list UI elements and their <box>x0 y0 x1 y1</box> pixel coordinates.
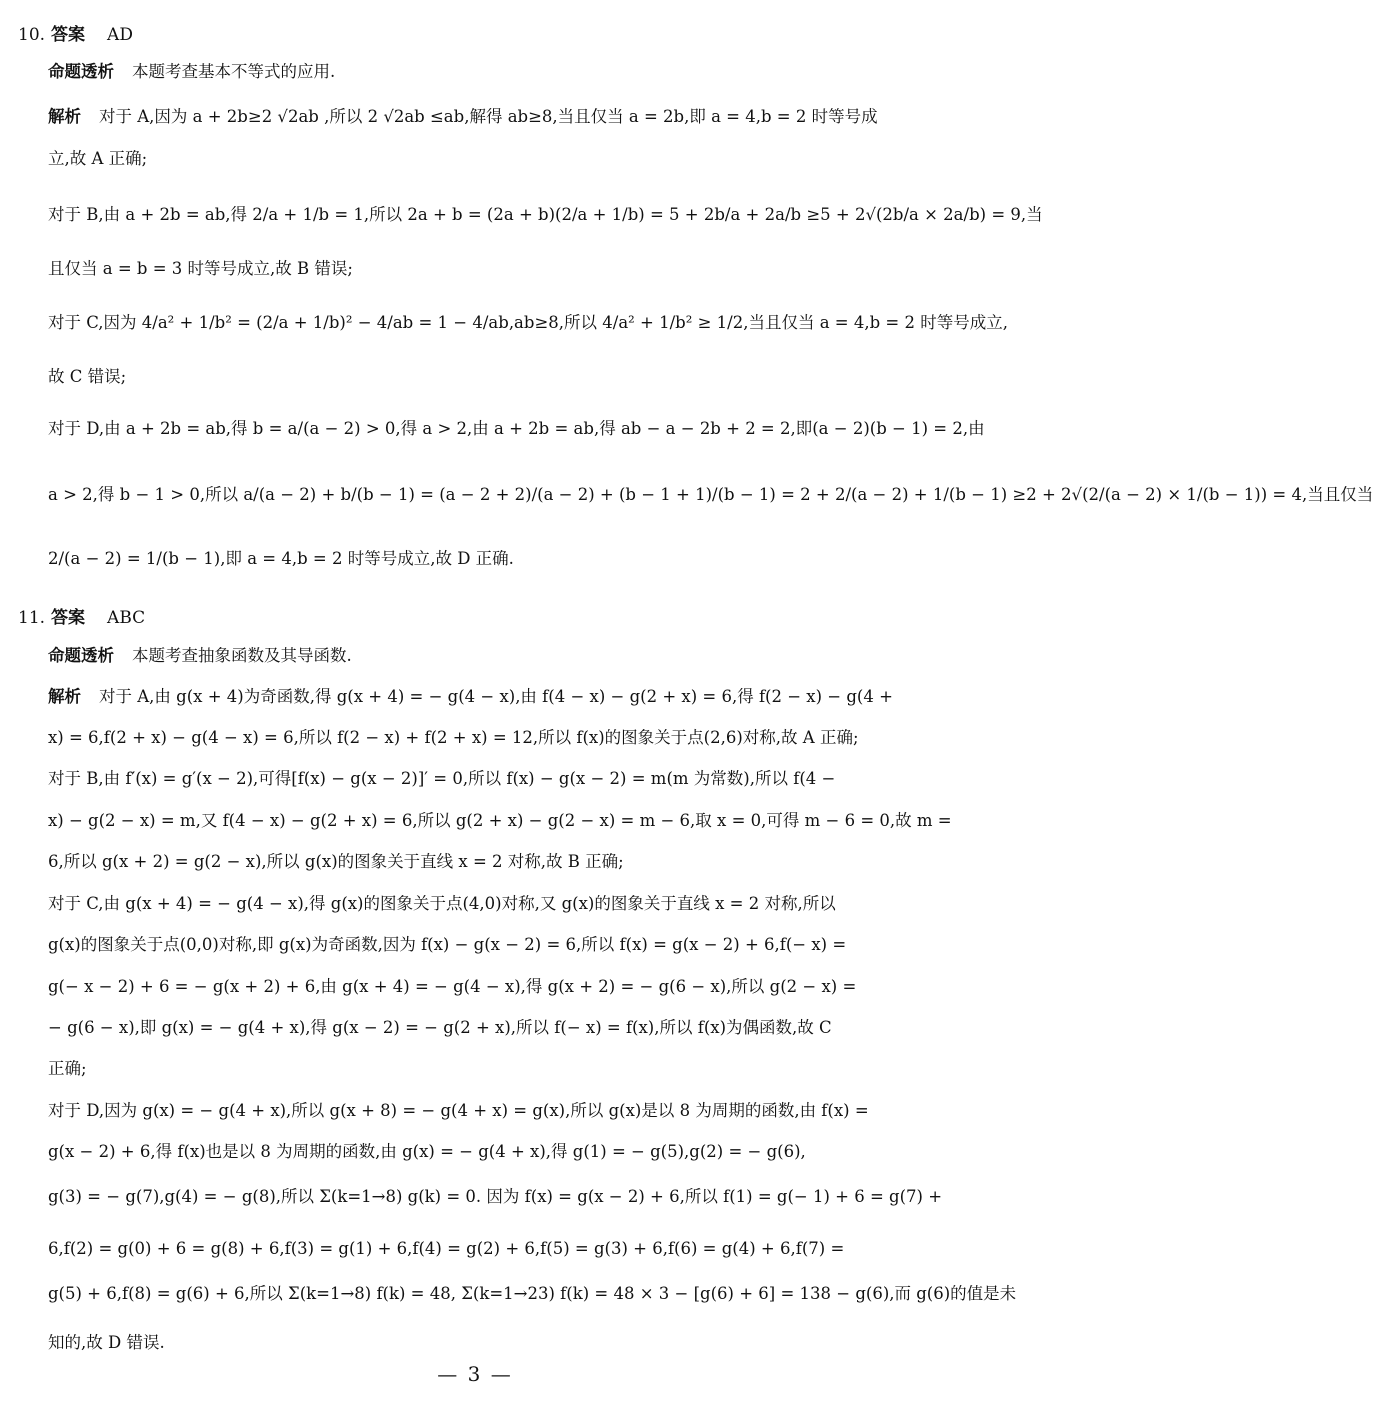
q11-line-15: g(5) + 6,f(8) = g(6) + 6,所以 Σ(k=1→8) f(k) = 48, Σ(k=1→23) f(k) = 48 × 3 − [g(6) + 6] = 138 − g(6),而 g(6)的值是未 <box>48 1284 1017 1303</box>
q10-line-3: 对于 B,由 a + 2b = ab,得 2/a + 1/b = 1,所以 2a + b = (2a + b)(2/a + 1/b) = 5 + 2b/a + 2a/b ≥5 + 2√(2b/a × 2a/b) = 9,当 <box>48 205 1043 224</box>
q10-line-9: 2/(a − 2) = 1/(b − 1),即 a = 4,b = 2 时等号成立,故 D 正确. <box>48 549 514 568</box>
q11-answer: ABC <box>107 608 146 628</box>
q11-line-text: 对于 A,由 g(x + 4)为奇函数,得 g(x + 4) = − g(4 − x),由 f(4 − x) − g(2 + x) = 6,得 f(2 − x) − g(4 + <box>99 687 893 706</box>
q10-line-4: 且仅当 a = b = 3 时等号成立,故 B 错误; <box>48 259 353 278</box>
q10-line-2: 立,故 A 正确; <box>48 149 148 168</box>
q11-line-14: 6,f(2) = g(0) + 6 = g(8) + 6,f(3) = g(1) + 6,f(4) = g(2) + 6,f(5) = g(3) + 6,f(6) = g(4) + 6,f(7) = <box>48 1239 845 1258</box>
q10-answer-label: 答案 <box>51 25 86 45</box>
q10-line-8: a > 2,得 b − 1 > 0,所以 a/(a − 2) + b/(b − 1) = (a − 2 + 2)/(a − 2) + (b − 1 + 1)/(b − 1) = 2 + 2/(a − 2) + 1/(b − 1) ≥2 + 2√(2/(a − 2) × 1/(b − 1)) = 4,当且仅当 <box>48 485 1373 504</box>
q11-answer-label: 答案 <box>51 608 86 628</box>
q11-line-9: − g(6 − x),即 g(x) = − g(4 + x),得 g(x − 2) = − g(2 + x),所以 f(− x) = f(x),所以 f(x)为偶函数,故 C <box>48 1018 832 1037</box>
q11-line-12: g(x − 2) + 6,得 f(x)也是以 8 为周期的函数,由 g(x) = − g(4 + x),得 g(1) = − g(5),g(2) = − g(6), <box>48 1142 806 1161</box>
q11-line-10: 正确; <box>48 1059 87 1078</box>
q10-analysis-line-1 <box>48 106 930 127</box>
q11-analysis-label: 解析 <box>48 687 81 706</box>
q10-intent-label: 命题透析 <box>48 62 114 81</box>
q10-header <box>18 20 133 45</box>
q11-intent-text: 本题考查抽象函数及其导函数. <box>132 646 352 665</box>
q11-line-13: g(3) = − g(7),g(4) = − g(8),所以 Σ(k=1→8) g(k) = 0. 因为 f(x) = g(x − 2) + 6,所以 f(1) = g(− 1) + 6 = g(7) + <box>48 1187 943 1206</box>
q11-intent <box>48 645 930 666</box>
q11-header <box>18 603 145 628</box>
q11-line-11: 对于 D,因为 g(x) = − g(4 + x),所以 g(x + 8) = − g(4 + x) = g(x),所以 g(x)是以 8 为周期的函数,由 f(x) = <box>48 1101 869 1120</box>
q10-number: 10. <box>18 25 46 45</box>
q11-line-7: g(x)的图象关于点(0,0)对称,即 g(x)为奇函数,因为 f(x) − g(x − 2) = 6,所以 f(x) = g(x − 2) + 6,f(− x) = <box>48 935 847 954</box>
q11-intent-label: 命题透析 <box>48 646 114 665</box>
q10-analysis-label: 解析 <box>48 107 81 126</box>
q11-number: 11. <box>18 608 46 628</box>
q10-intent <box>48 61 930 82</box>
q11-line-4: x) − g(2 − x) = m,又 f(4 − x) − g(2 + x) = 6,所以 g(2 + x) − g(2 − x) = m − 6,取 x = 0,可得 m − 6 = 0,故 m = <box>48 811 952 830</box>
q11-line-3: 对于 B,由 f′(x) = g′(x − 2),可得[f(x) − g(x − 2)]′ = 0,所以 f(x) − g(x − 2) = m(m 为常数),所以 f(4 − <box>48 769 836 788</box>
q10-line-text: 对于 A,因为 a + 2b≥2 √2ab ,所以 2 √2ab ≤ab,解得 ab≥8,当且仅当 a = 2b,即 a = 4,b = 2 时等号成 <box>99 107 878 126</box>
q10-line-6: 故 C 错误; <box>48 367 127 386</box>
q10-line-7: 对于 D,由 a + 2b = ab,得 b = a/(a − 2) > 0,得 a > 2,由 a + 2b = ab,得 ab − a − 2b + 2 = 2,即(a − 2)(b − 1) = 2,由 <box>48 419 985 438</box>
q11-line-5: 6,所以 g(x + 2) = g(2 − x),所以 g(x)的图象关于直线 x = 2 对称,故 B 正确; <box>48 852 624 871</box>
q11-line-2: x) = 6,f(2 + x) − g(4 − x) = 6,所以 f(2 − x) + f(2 + x) = 12,所以 f(x)的图象关于点(2,6)对称,故 A 正确; <box>48 728 859 747</box>
q10-intent-text: 本题考查基本不等式的应用. <box>132 62 336 81</box>
q11-line-6: 对于 C,由 g(x + 4) = − g(4 − x),得 g(x)的图象关于点(4,0)对称,又 g(x)的图象关于直线 x = 2 对称,所以 <box>48 894 836 913</box>
q11-analysis-line-1 <box>48 686 930 707</box>
q11-line-8: g(− x − 2) + 6 = − g(x + 2) + 6,由 g(x + 4) = − g(4 − x),得 g(x + 2) = − g(6 − x),所以 g(2 − x) = <box>48 977 857 996</box>
q10-line-5: 对于 C,因为 4/a² + 1/b² = (2/a + 1/b)² − 4/ab = 1 − 4/ab,ab≥8,所以 4/a² + 1/b² ≥ 1/2,当且仅当 a = 4,b = 2 时等号成立, <box>48 313 1008 332</box>
q11-line-16: 知的,故 D 错误. <box>48 1333 165 1352</box>
q10-answer: AD <box>107 25 133 45</box>
page-number: — 3 — <box>437 1362 513 1386</box>
